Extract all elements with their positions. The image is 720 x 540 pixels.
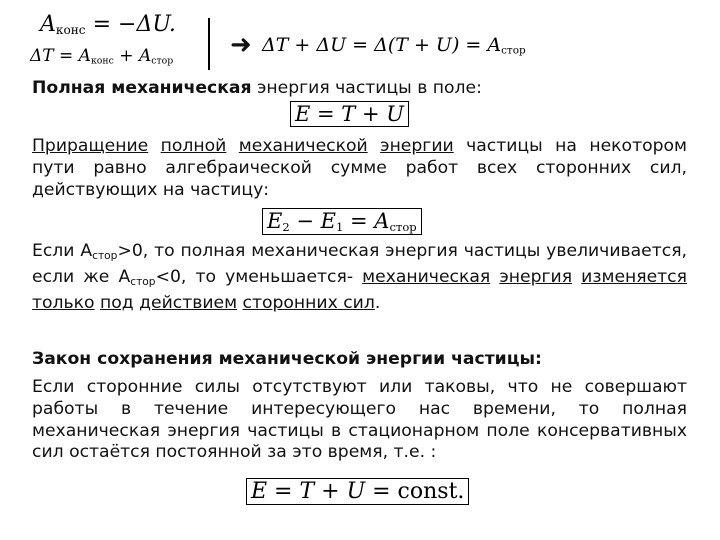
formula-text: − E (289, 209, 336, 233)
text: энергия частицы в поле: (251, 78, 482, 98)
arrow-right-icon: ➜ (230, 30, 252, 60)
formula-subscript: 1 (335, 219, 344, 234)
bold-text: Закон сохранения механической энергии частицы (32, 349, 535, 369)
paragraph-conservation-condition: Если сторонние силы отсутствуют или таковы, что не совершают работы в течение интересующего нас времени, то полная механическая энергия частицы в стационарном поле консервативных сил остаётся постоянной за это время, т.е. : (32, 377, 687, 463)
divider-line (208, 18, 210, 70)
formula-subscript: 2 (282, 219, 290, 234)
formula-subscript: стор (389, 219, 417, 234)
formula-text: = −ΔU. (92, 12, 176, 37)
subscript: стор (130, 275, 156, 289)
formula-subscript: стор (151, 55, 174, 67)
formula-work-external (262, 208, 422, 235)
underlined-text: полной (160, 136, 227, 156)
formula-text: E (267, 209, 283, 233)
paragraph-sign-of-work (32, 241, 687, 315)
text: Если A (32, 241, 93, 261)
formula-total-work (262, 34, 526, 57)
formula-text: = A (343, 209, 390, 233)
formula-text: ΔT = A (30, 46, 91, 66)
formula-text: A (40, 12, 56, 37)
text: <0, то уменьшается- (155, 266, 354, 287)
underlined-text: изменяется (581, 266, 687, 287)
formula-text: + A (113, 46, 152, 66)
formula-text: ΔT + ΔU = Δ(T + U) = A (262, 34, 502, 56)
underlined-text: Приращение (32, 136, 149, 156)
formula-subscript: стор (501, 44, 526, 57)
heading-conservation-law (32, 349, 687, 371)
formula-conservation (246, 478, 469, 505)
formula-a-conservative (40, 12, 176, 37)
bold-text: : (535, 349, 542, 369)
underlined-text: действием (139, 292, 238, 313)
formula-subscript: конс (90, 55, 114, 67)
formula-energy (290, 101, 409, 127)
space (148, 136, 160, 156)
text: >0, то полная механическая энергия частицы увеличивается, если же A (32, 241, 688, 287)
formula-text: E = T + U (295, 102, 404, 126)
underlined-text: только (32, 292, 95, 313)
underlined-text: механическая (362, 266, 491, 287)
text: частицы на некотором пути равно алгебраической сумме работ всех сторонних сил, действующих на частицу: (32, 136, 687, 200)
space (368, 136, 380, 156)
underlined-text: механической (238, 136, 368, 156)
underlined-text: энергия (499, 266, 573, 287)
subscript: стор (92, 249, 118, 263)
underlined-text: энергии (380, 136, 454, 156)
formula-delta-t (30, 46, 173, 66)
paragraph-energy-increment (32, 136, 687, 201)
text: . (374, 292, 381, 313)
formula-subscript: конс (55, 23, 86, 38)
underlined-text: сторонних сил (242, 292, 375, 313)
space (226, 136, 238, 156)
formula-text: E = T + U = (251, 479, 398, 504)
formula-text: const. (397, 479, 465, 504)
underlined-text: под (100, 292, 134, 313)
paragraph-energy-definition (32, 78, 687, 100)
bold-text: Полная механическая (32, 78, 252, 98)
